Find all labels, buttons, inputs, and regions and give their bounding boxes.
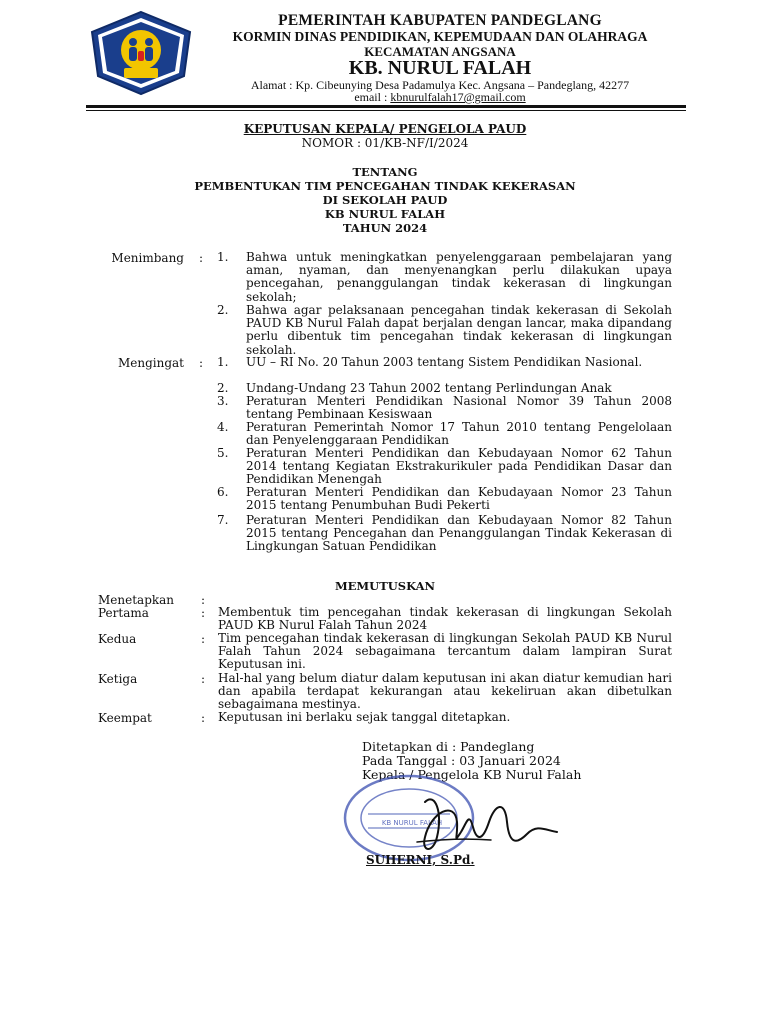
- ketiga-label: Ketiga: [98, 672, 138, 686]
- pertama-colon: :: [201, 606, 206, 620]
- paud-logo-icon: [88, 10, 194, 96]
- menetapkan-label: Menetapkan: [98, 593, 175, 607]
- decree-tentang: TENTANG: [352, 165, 418, 179]
- menetapkan-colon: :: [201, 593, 206, 607]
- pertama-label: Pertama: [98, 606, 149, 620]
- mengingat-item: [217, 395, 672, 421]
- letterhead-email-line: [190, 90, 690, 105]
- menimbang-colon: :: [199, 251, 204, 265]
- item-number: 2.: [217, 381, 229, 395]
- item-text: Peraturan Menteri Pendidikan dan Kebudayaan Nomor 82 Tahun 2015 tentang Pencegahan dan Penanggulangan Tindak Kekerasan di Lingkungan Satuan Pendidikan: [246, 513, 672, 554]
- item-number: 5.: [217, 446, 229, 460]
- item-text: Peraturan Menteri Pendidikan dan Kebudayaan Nomor 62 Tahun 2014 tentang Kegiatan Ekstrakurikuler pada Pendidikan Dasar dan Pendidikan Menengah: [246, 446, 672, 487]
- mengingat-label: Mengingat: [117, 356, 184, 370]
- kedua-label: Kedua: [98, 632, 137, 646]
- letterhead-divider-thin: [86, 110, 686, 111]
- kedua-text: Tim pencegahan tindak kekerasan di lingkungan Sekolah PAUD KB Nurul Falah Tahun 2024 sebagaimana tercantum dalam lampiran Surat Keputusan ini.: [218, 631, 672, 672]
- signatory-name: SUHERNI, S.Pd.: [366, 853, 475, 867]
- item-text: Bahwa agar pelaksanaan pencegahan tindak kekerasan di Sekolah PAUD KB Nurul Falah dapat berjalan dengan lancar, maka dipandang perlu dibentuk tim pencegahan tindak kekerasan di lingkungan sekolah.: [246, 303, 672, 357]
- item-text: Bahwa untuk meningkatkan penyelenggaraan pembelajaran yang aman, nyaman, dan menyenangkan perlu dilakukan upaya pencegahan, penanggulangan tindak kekerasan di lingkungan sekolah;: [246, 250, 672, 304]
- item-number: 3.: [217, 394, 229, 408]
- decree-subject-line-1: PEMBENTUKAN TIM PENCEGAHAN TINDAK KEKERASAN: [194, 179, 576, 193]
- item-number: 6.: [217, 485, 229, 499]
- mengingat-item: [217, 356, 672, 369]
- keempat-text: Keputusan ini berlaku sejak tanggal ditetapkan.: [218, 710, 511, 724]
- decree-subject-line-4: TAHUN 2024: [342, 221, 428, 235]
- keempat-label: Keempat: [98, 711, 152, 725]
- mengingat-item: [217, 514, 672, 554]
- mengingat-item: [217, 486, 672, 512]
- menimbang-item: [217, 304, 672, 357]
- signature-position: Kepala / Pengelola KB Nurul Falah: [362, 767, 582, 782]
- email-label: email :: [354, 90, 391, 104]
- item-number: 2.: [217, 303, 229, 317]
- letterhead-address: Alamat : Kp. Cibeunying Desa Padamulya Kec. Angsana – Pandeglang, 42277: [250, 78, 630, 92]
- decree-number: NOMOR : 01/KB-NF/I/2024: [301, 136, 469, 150]
- keempat-colon: :: [201, 711, 206, 725]
- item-text: Peraturan Pemerintah Nomor 17 Tahun 2010 tentang Pengelolaan dan Penyelenggaraan Pendidikan: [246, 420, 672, 448]
- item-text: Peraturan Menteri Pendidikan dan Kebudayaan Nomor 23 Tahun 2015 tentang Penumbuhan Budi Pekerti: [246, 485, 672, 513]
- email-link[interactable]: kbnurulfalah17@gmail.com: [390, 90, 526, 104]
- signature-date: Pada Tanggal : 03 Januari 2024: [362, 753, 561, 768]
- handwritten-signature-icon: [395, 782, 565, 862]
- letterhead-school-name: KB. NURUL FALAH: [348, 57, 532, 79]
- item-text: UU – RI No. 20 Tahun 2003 tentang Sistem Pendidikan Nasional.: [246, 355, 643, 369]
- decree-subject-line-2: DI SEKOLAH PAUD: [322, 193, 448, 207]
- letterhead-government: PEMERINTAH KABUPATEN PANDEGLANG: [278, 12, 602, 29]
- item-text: Peraturan Menteri Pendidikan Nasional Nomor 39 Tahun 2008 tentang Pembinaan Kesiswaan: [246, 394, 672, 422]
- ketiga-text: Hal-hal yang belum diatur dalam keputusan ini akan diatur kemudian hari dan apabila terdapat kekurangan atau kekeliruan akan dibetulkan sebagaimana mestinya.: [218, 671, 672, 712]
- stamp-text: KB NURUL FALAH: [381, 819, 443, 827]
- mengingat-item: [217, 421, 672, 447]
- menimbang-item: [217, 251, 672, 304]
- kedua-colon: :: [201, 632, 206, 646]
- item-text: Undang-Undang 23 Tahun 2002 tentang Perlindungan Anak: [246, 381, 612, 395]
- item-number: 1.: [217, 355, 229, 369]
- item-number: 1.: [217, 250, 229, 264]
- mengingat-colon: :: [199, 356, 204, 370]
- item-number: 4.: [217, 420, 229, 434]
- letterhead-district: KECAMATAN ANGSANA: [364, 44, 516, 59]
- letterhead-divider-thick: [86, 105, 686, 108]
- memutuskan-heading: MEMUTUSKAN: [334, 579, 436, 593]
- pertama-text: Membentuk tim pencegahan tindak kekerasan di lingkungan Sekolah PAUD KB Nurul Falah Tahun 2024: [218, 605, 672, 633]
- signature-place: Ditetapkan di : Pandeglang: [362, 739, 535, 754]
- decree-subject-line-3: KB NURUL FALAH: [324, 207, 446, 221]
- menimbang-label: Menimbang: [111, 251, 184, 265]
- item-number: 7.: [217, 513, 229, 527]
- letterhead-department: KORMIN DINAS PENDIDIKAN, KEPEMUDAAN DAN OLAHRAGA: [232, 29, 648, 44]
- mengingat-item: [217, 447, 672, 487]
- decree-title: KEPUTUSAN KEPALA/ PENGELOLA PAUD: [243, 122, 527, 136]
- ketiga-colon: :: [201, 672, 206, 686]
